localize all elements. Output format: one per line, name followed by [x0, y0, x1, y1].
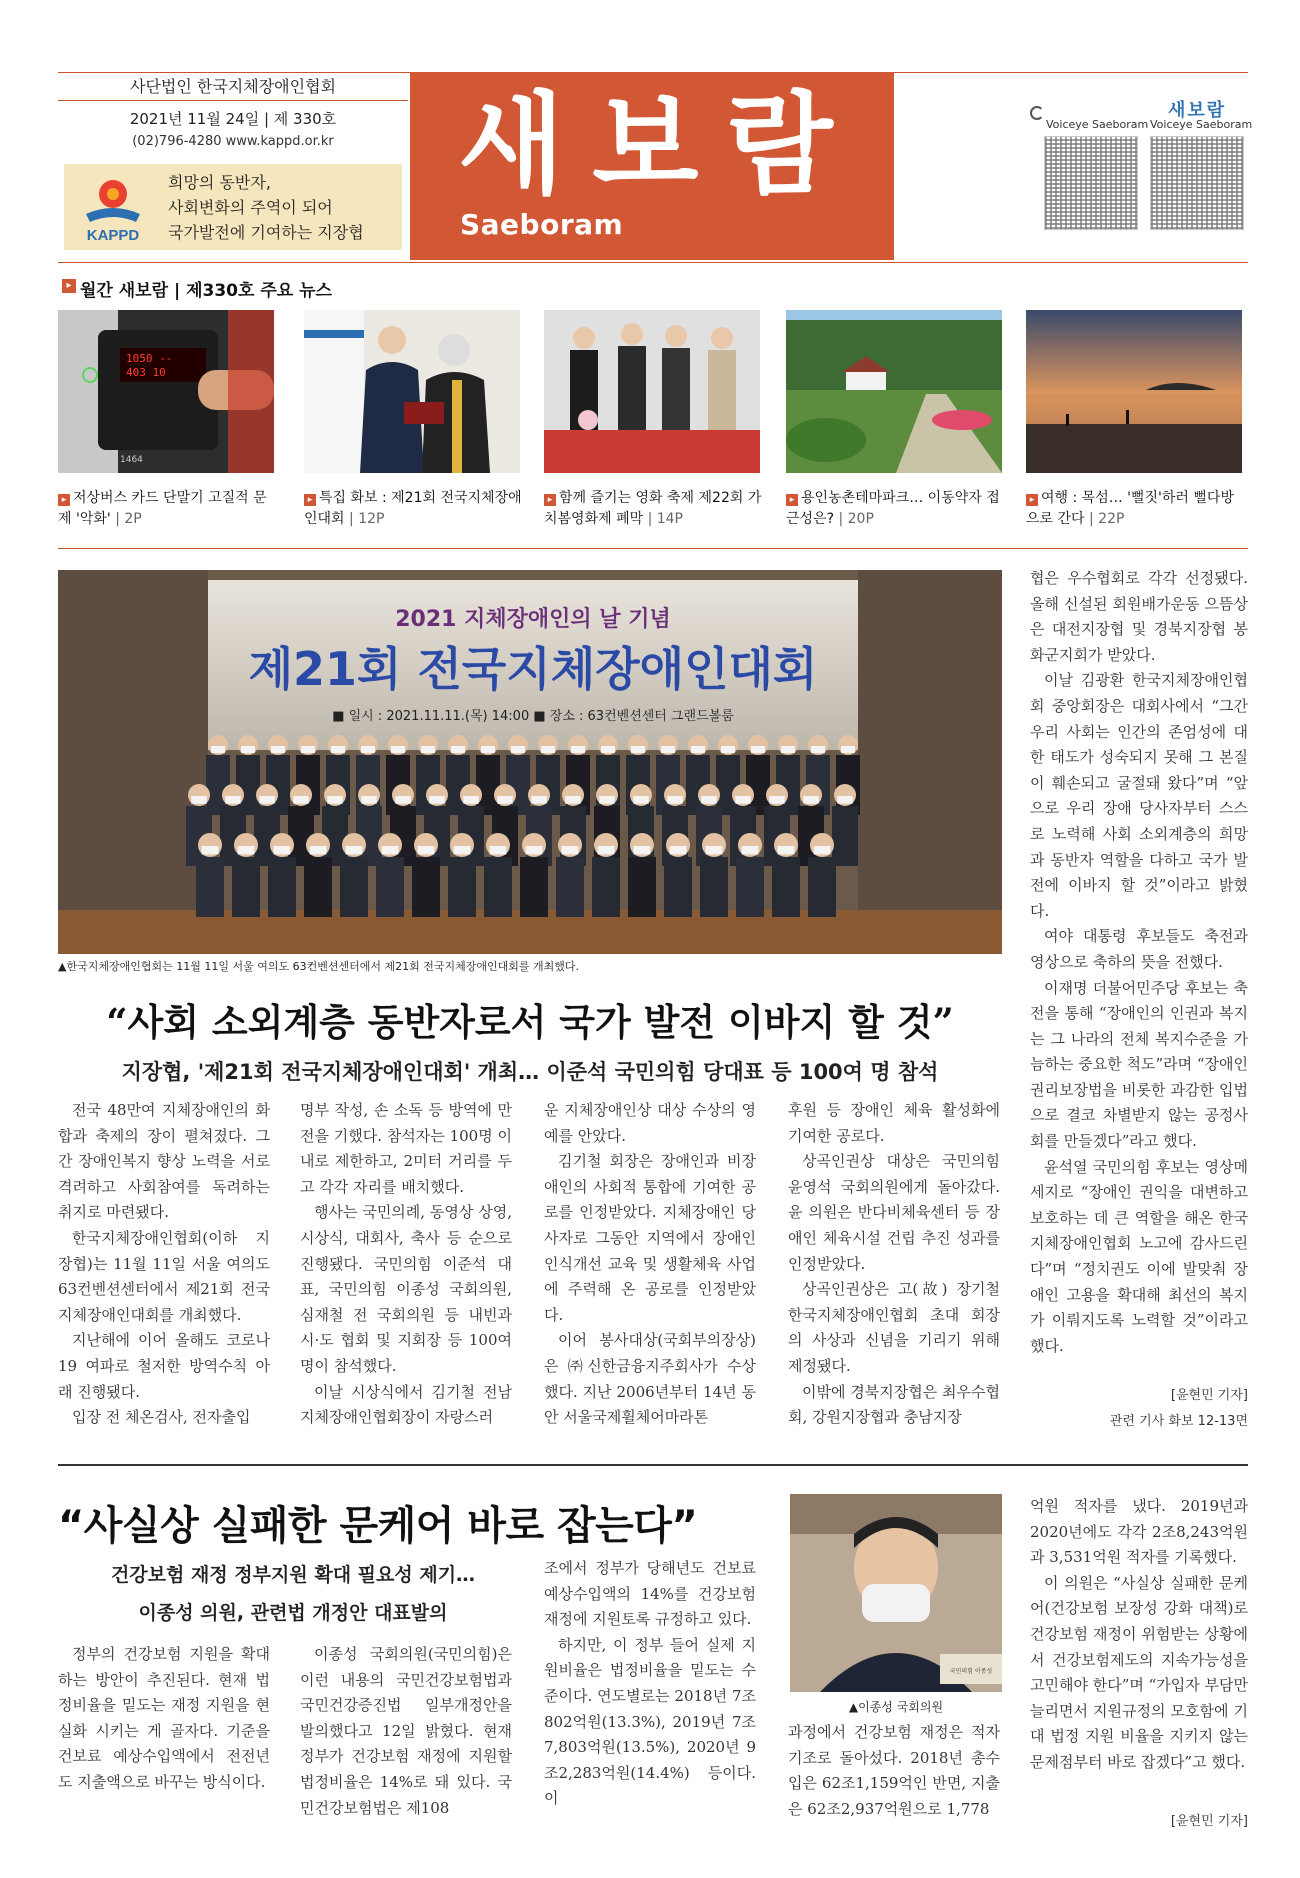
slogan-line: 사회변화의 주역이 되어: [168, 198, 333, 217]
main-article-column-4: [788, 1098, 1000, 1431]
second-article-column-2: [300, 1642, 512, 1821]
article-divider: [58, 1464, 1248, 1466]
main-photo-caption: ▲한국지체장애인협회는 11월 11일 서울 여의도 63컨벤션센터에서 제21회 전국지체장애인대회를 개최했다.: [58, 960, 579, 973]
highlight-marker-icon: ▸: [58, 494, 70, 506]
voiceye-code: [1150, 136, 1244, 230]
paragraph: 행사는 국민의례, 동영상 상영, 시상식, 대회사, 축사 등 순으로 진행됐다. 국민의힘 이준석 대표, 국민의힘 이종성 국회의원, 심재철 전 국회의원 등 내빈과 시·도 협회 및 지회장 등 100여 명이 참석했다.: [300, 1203, 512, 1375]
paragraph: 이 의원은 “사실상 실패한 문케어(건강보험 보장성 강화 대책)로 건강보험 재정이 위험받는 상황에서 건강보험제도의 지속가능성을 고민해야 한다”며 “가입자 부담만 늘리면서 지원규정의 모호함에 기대 법정 지원 비율을 지키지 않는 문제점부터 바로 잡겠다”고 했다.: [1030, 1573, 1249, 1771]
main-article-column-3: [544, 1098, 756, 1431]
slogan-line: 희망의 동반자,: [168, 173, 271, 192]
voiceye-code: [1044, 136, 1138, 230]
paragraph: 입장 전 체온검사, 전자출입: [72, 1408, 251, 1427]
bus-display-text: 1050 --: [126, 352, 173, 365]
paragraph: 조에서 정부가 당해년도 건보료 예상수입액의 14%를 건강보험 재정에 지원토록 규정하고 있다.: [544, 1559, 756, 1629]
main-subheadline: 지장협, '제21회 전국지체장애인대회' 개최… 이준석 국민의힘 당대표 등 100여 명 참석: [121, 1060, 939, 1084]
highlight-marker-icon: ▸: [786, 494, 798, 506]
highlight-marker-icon: ▸: [1026, 494, 1038, 506]
paragraph: 여야 대통령 후보들도 축전과 영상으로 축하의 뜻을 전했다.: [1030, 927, 1248, 971]
masthead-bottom-rule: [58, 262, 1248, 263]
portrait-caption: ▲이종성 국회의원: [848, 1700, 944, 1714]
banner-info-text: ■ 일시 : 2021.11.11.(목) 14:00 ■ 장소 : 63컨벤션센터 그랜드볼룸: [332, 709, 734, 724]
paragraph: 이종성 국회의원(국민의힘)은 이런 내용의 국민건강보험법과 국민건강증진법 일부개정안을 발의했다고 12일 밝혔다. 현재 정부가 건강보험 재정에 지원할 법정비율은 14%로 돼 있다. 국민건강보험법은 제108: [300, 1645, 512, 1817]
paragraph: 이날 김광환 한국지체장애인협회 중앙회장은 대회사에서 “그간 우리 사회는 인간의 존엄성에 대한 태도가 성숙되지 못해 그 본질이 훼손되고 굴절돼 왔다”며 “앞으로 우리 장애 당사자부터 스스로 노력해 사회 소외계층의 희망과 동반자 역할을 다하고 국가 발전에 이바지 할 것”이라고 밝혔다.: [1030, 671, 1248, 920]
paragraph: 이재명 더불어민주당 후보는 축전을 통해 “장애인의 인권과 복지는 그 나라의 전체 복지수준을 가늠하는 중요한 척도”라며 “장애인권리보장법을 비롯한 과감한 입법으로 결코 차별받지 않는 공정사회를 만들겠다”라고 했다.: [1030, 978, 1249, 1151]
paragraph: 김기철 회장은 장애인과 비장애인의 사회적 통합에 기여한 공로를 인정받았다. 지체장애인 당사자로 그동안 지역에서 장애인 인식개선 교육 및 생활체육 사업에 주력해 온 공로를 인정받았다.: [544, 1152, 756, 1324]
paragraph: 명부 작성, 손 소독 등 방역에 만전을 기했다. 참석자는 100명 이내로 제한하고, 2미터 거리를 두고 각각 자리를 배치했다.: [300, 1101, 512, 1196]
banner-small-text: 2021 지체장애인의 날 기념: [395, 607, 671, 632]
voiceye-label: Voiceye Saeboram: [1150, 118, 1253, 131]
main-headline: “사회 소외계층 동반자로서 국가 발전 이바지 할 것”: [106, 1000, 954, 1044]
second-byline: [윤현민 기자]: [1170, 1814, 1248, 1829]
nameplate-text: 국민의힘 이종성: [949, 1668, 993, 1675]
thumb-theme-park[interactable]: [786, 310, 1002, 473]
related-articles-note: 관련 기사 화보 12-13면: [1109, 1414, 1248, 1429]
paragraph: 운 지체장애인상 대상 수상의 영예를 안았다.: [544, 1101, 756, 1145]
highlight-marker-icon: ▸: [544, 494, 556, 506]
main-byline: [윤현민 기자]: [1170, 1388, 1248, 1403]
newspaper-title: 새보람: [458, 80, 861, 209]
second-subheadline-2: 이종성 의원, 관련법 개정안 대표발의: [138, 1602, 448, 1624]
second-article-column-1: [58, 1642, 270, 1796]
paragraph: 상곡인권상은 고(故) 장기철 한국지체장애인협회 초대 회장의 사상과 신념을 기리기 위해 제정됐다.: [788, 1280, 1000, 1375]
highlight-caption[interactable]: ▸ 함께 즐기는 영화 축제 제22회 가치봄영화제 폐막 | 14P: [544, 490, 762, 527]
bus-small-text: 1464: [120, 455, 143, 465]
paragraph: 과정에서 건강보험 재정은 적자 기조로 돌아섰다. 2018년 총수입은 62조1,159억인 반면, 지출은 62조2,937억원으로 1,778: [788, 1723, 1000, 1818]
paragraph: 정부의 건강보험 지원을 확대하는 방안이 추진된다. 현재 법정비율을 밑도는 재정 지원을 현실화 시키는 게 골자다. 기준을 건보료 예상수입액에서 전전년도 지출액으로 바꾸는 방식이다.: [58, 1645, 270, 1791]
event-group-photo: [58, 570, 1002, 954]
paragraph: 이어 봉사대상(국회부의장상)은 ㈜신한금융지주회사가 수상했다. 지난 2006년부터 14년 동안 서울국제휠체어마라톤: [544, 1331, 756, 1427]
highlights-header: 월간 새보람 | 제330호 주요 뉴스: [80, 281, 332, 301]
paragraph: 한국지체장애인협회(이하 지장협)는 11월 11일 서울 여의도 63컨벤션센터에서 제21회 전국지체장애인대회를 개최했다.: [58, 1228, 270, 1324]
voiceye-label: Voiceye Saeboram: [1046, 118, 1149, 131]
paragraph: 억원 적자를 냈다. 2019년과 2020년에도 각각 2조8,243억원과 3,531억원 적자를 기록했다.: [1030, 1497, 1248, 1567]
main-article-column-5: [1030, 566, 1248, 1359]
org-rule: [58, 100, 408, 101]
second-article-column-3: [544, 1556, 756, 1812]
highlights-bottom-rule: [58, 548, 1248, 549]
paragraph: 하지만, 이 정부 들어 실제 지원비율은 법정비율을 밑도는 수준이다. 연도별로는 2018년 7조802억원(13.3%), 2019년 7조7,803억원(13.5%), 2020년 9조2,283억원(14.4%) 등이다. 이: [544, 1635, 756, 1808]
thumb-bus-card-reader[interactable]: [58, 310, 274, 473]
second-headline: “사실상 실패한 문케어 바로 잡는다”: [58, 1503, 698, 1549]
bus-display-text: 403 10: [126, 366, 166, 379]
paragraph: 지난해에 이어 올해도 코로나19 여파로 철저한 방역수칙 아래 진행됐다.: [58, 1331, 270, 1401]
paragraph: 윤석열 국민의힘 후보는 영상메세지로 “장애인 권익을 대변하고 보호하는 데 큰 역할을 해온 한국지체장애인협회 노고에 감사드린다”며 “정치권도 이에 발맞춰 장애인 고용을 확대해 최선의 복지가 이뤄지도록 노력할 것”이라고 했다.: [1030, 1157, 1248, 1355]
paragraph: 이날 시상식에서 김기철 전남지체장애인협회장이 자랑스러: [300, 1382, 512, 1427]
highlight-caption[interactable]: ▸ 특집 화보 : 제21회 전국지체장애인대회 | 12P: [304, 490, 522, 527]
main-article-column-1: [58, 1098, 270, 1431]
paragraph: 이밖에 경북지장협은 최우수협회, 강원지장협과 충남지장: [788, 1382, 1000, 1427]
slogan-line: 국가발전에 기여하는 지장협: [168, 223, 364, 242]
kappd-logo: [78, 174, 148, 244]
small-title: 새보람: [1168, 100, 1227, 121]
banner-large-text: 제21회 전국지체장애인대회: [248, 642, 818, 696]
highlight-caption[interactable]: ▸ 용인농촌테마파크… 이동약자 접근성은? | 20P: [786, 490, 1000, 527]
contact-info: (02)796-4280 www.kappd.or.kr: [132, 134, 334, 149]
second-article-column-5: [1030, 1494, 1248, 1776]
thumb-film-festival[interactable]: [544, 310, 760, 473]
highlight-marker-icon: ▸: [304, 494, 316, 506]
highlight-caption[interactable]: ▸ 저상버스 카드 단말기 고질적 문제 '악화' | 2P: [58, 490, 267, 527]
main-article-column-2: [300, 1098, 512, 1431]
thumb-award-ceremony[interactable]: [304, 310, 520, 473]
portrait-photo: [790, 1494, 1002, 1692]
newspaper-title-english: Saeboram: [460, 208, 624, 241]
highlight-marker-icon: ▸: [62, 279, 76, 293]
second-article-column-4: [788, 1720, 1000, 1822]
slogan: [168, 170, 398, 245]
voiceye-icon: [1030, 106, 1044, 120]
issue-date: 2021년 11월 24일 | 제 330호: [129, 110, 337, 128]
thumb-sunset-beach[interactable]: [1026, 310, 1242, 473]
org-name: 사단법인 한국지체장애인협회: [129, 77, 336, 96]
second-subheadline-1: 건강보험 재정 정부지원 확대 필요성 제기…: [110, 1564, 476, 1586]
paragraph: 협은 우수협회로 각각 선정됐다. 올해 신설된 회원배가운동 으뜸상은 대전지장협 및 경북지장협 봉화군지회가 받았다.: [1030, 569, 1248, 664]
paragraph: 전국 48만여 지체장애인의 화합과 축제의 장이 펼쳐졌다. 그간 장애인복지 향상 노력을 서로 격려하고 사회참여를 독려하는 취지로 마련됐다.: [58, 1101, 270, 1222]
paragraph: 상곡인권상 대상은 국민의힘 윤영석 국회의원에게 돌아갔다. 윤 의원은 반다비체육센터 등 장애인 체육시설 건립 추진 성과를 인정받았다.: [788, 1152, 1000, 1273]
kappd-logo-text: KAPPD: [86, 227, 140, 244]
paragraph: 후원 등 장애인 체육 활성화에 기여한 공로다.: [788, 1101, 1000, 1145]
highlight-caption[interactable]: ▸ 여행 : 목섬… '뻘짓'하러 뻘다방으로 간다 | 22P: [1026, 490, 1234, 527]
